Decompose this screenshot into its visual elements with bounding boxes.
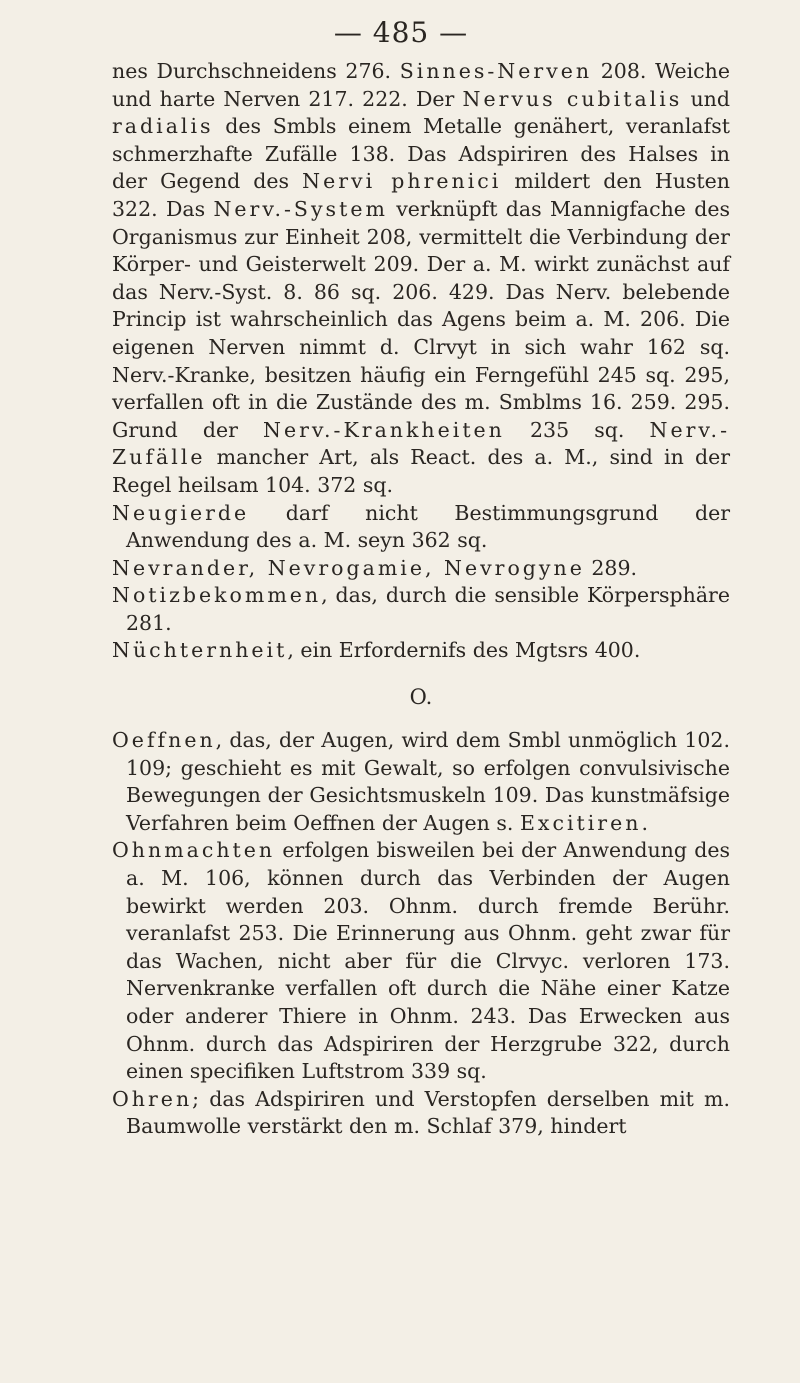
index-entries-n bbox=[112, 58, 730, 665]
index-term: Excitiren bbox=[519, 810, 642, 835]
page-number: — 485 — bbox=[333, 16, 469, 49]
index-term: Nervus cubitalis bbox=[462, 86, 683, 111]
entry-text: erfolgen bisweilen bei der Anwendung des a. M. 106, können durch das Verbinden der Augen bewirkt werden 203. Ohnm. durch fremde Berühr. veranlafst 253. Die Erinnerung aus Ohnm. geht zwar für das Wachen, nicht aber für die Clrvyc. verloren 173. Nervenkranke verfallen oft durch die Nähe einer Katze oder anderer Thiere in Ohnm. 243. Das Erwecken aus Ohnm. durch das Adspiriren der Herzgrube 322, durch einen specifiken Luftstrom 339 sq. bbox=[126, 838, 730, 1084]
entry-text: , das, der Augen, wird dem Smbl unmöglich 102. 109; geschieht es mit Gewalt, so erfolgen convulsivische Bewegungen der Gesichtsmuskeln 109. Das kunstmäfsige Verfahren beim Oeffnen der Augen s. bbox=[126, 728, 730, 835]
index-term: Nervi phrenici bbox=[302, 169, 502, 194]
entry-text: , das, durch die sensible Körpersphäre 281. bbox=[126, 583, 730, 635]
index-term: Neugierde bbox=[112, 500, 250, 525]
entry-text: und bbox=[682, 86, 730, 111]
entry-text: mildert den Husten 322. Das bbox=[112, 169, 731, 221]
index-term: Ohren bbox=[112, 1086, 193, 1111]
entry-text: 235 sq. bbox=[504, 417, 650, 442]
index-term: Sinnes-Nerven bbox=[399, 59, 593, 83]
index-term: Nerv.-Zufälle bbox=[112, 417, 730, 470]
entry-text: 208. Weiche und harte Nerven 217. 222. Der bbox=[112, 59, 730, 111]
index-entry bbox=[112, 1086, 730, 1141]
index-entry bbox=[112, 58, 730, 500]
index-entry bbox=[112, 637, 730, 665]
entry-text: , ein Erfordernifs des Mgtsrs 400. bbox=[287, 638, 641, 663]
index-term: Nevrander, Nevrogamie, Nevrogyne bbox=[112, 555, 585, 580]
index-term: Nerv.-System bbox=[213, 196, 388, 221]
index-term: Ohnmachten bbox=[112, 838, 276, 863]
index-entry bbox=[112, 500, 730, 555]
entry-text: verknüpft das Mannigfache des Organismus zur Einheit 208, vermittelt die Verbindung der Körper- und Geisterwelt 209. Der a. M. wirkt zunächst auf das Nerv.-Syst. 8. 86 sq. 206. 429. Das Nerv. belebende Princip ist wahrscheinlich das Agens beim a. M. 206. Die eigenen Nerven nimmt d. Clrvyt in sich wahr 162 sq. Nerv.-Kranke, besitzen häufig ein Ferngefühl 245 sq. 295, verfallen oft in die Zustände des m. Smblms 16. 259. 295. Grund der bbox=[112, 196, 731, 442]
index-term: Oeffnen bbox=[112, 728, 216, 753]
entry-text: ; das Adspiriren und Verstopfen derselben mit m. Baumwolle verstärkt den m. Schlaf 379, hindert bbox=[126, 1086, 730, 1139]
index-entry bbox=[112, 837, 730, 1085]
index-term: Nüchternheit bbox=[112, 638, 288, 663]
index-entry bbox=[112, 582, 730, 637]
index-term: Notizbekommen bbox=[112, 583, 322, 608]
entry-text: . bbox=[641, 810, 648, 835]
index-entry bbox=[112, 555, 730, 583]
section-heading: O. bbox=[409, 685, 433, 710]
entry-text: nes Durchschneidens 276. bbox=[112, 59, 400, 83]
entry-text: darf nicht Bestimmungsgrund der Anwendung des a. M. seyn 362 sq. bbox=[126, 500, 730, 553]
index-entries-o bbox=[112, 727, 730, 1141]
index-term: Nerv.-Krankheiten bbox=[263, 417, 505, 442]
entry-text: 289. bbox=[584, 555, 638, 580]
index-term: radialis bbox=[112, 114, 214, 139]
entry-text: mancher Art, als React. des a. M., sind in der Regel heilsam 104. 372 sq. bbox=[112, 445, 730, 497]
index-entry bbox=[112, 727, 730, 837]
entry-text: des Smbls einem Metalle genähert, veranlafst schmerzhafte Zufälle 138. Das Adspiriren des Halses in der Gegend des bbox=[112, 114, 730, 194]
